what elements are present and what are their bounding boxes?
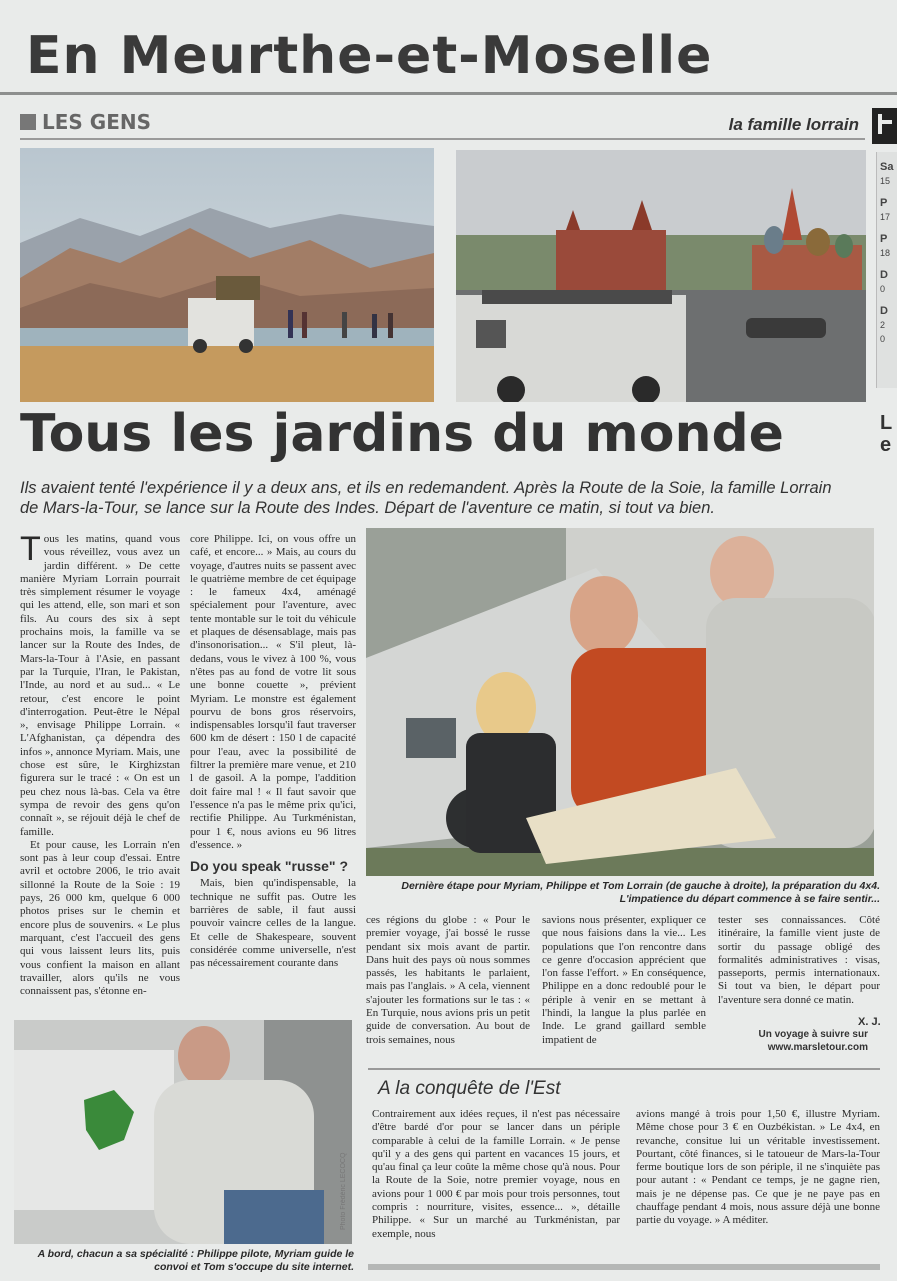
box-column-1: Contrairement aux idées reçues, il n'est pas nécessaire d'être bardé d'or pour se lancer dans un périple comparable à celui de la famille Lorrain. « Je pense qu'il y a des gens qui partent en vacances 15 jours, et qu'au final ça leur coûte la même chose qu'à nous. Pour la Route de la Soie, notre premier voyage, nous en avions pour 1 000 € par mois pour trois personnes, tout compris : nourriture, visites, essence... », détaille Philippe. « Sur un marché au Turkménistan, par exemple, nous — [372, 1108, 620, 1240]
sidebar-frag: P — [880, 197, 888, 209]
follow-link[interactable] — [718, 1028, 868, 1054]
follow-text: Un voyage à suivre sur — [758, 1029, 868, 1040]
sidebar-frag: 18 — [880, 248, 891, 258]
article-column-1 — [20, 533, 180, 1007]
article-title: Tous les jardins du monde — [20, 404, 784, 464]
col2-text-a: core Philippe. Ici, on vous offre un café, et encore... » Mais, au cours du voyage, d'autres nuits se passent avec le quatrième membre de cet équipage : le fameux 4x4, aménagé spécialement pour l'aventure, avec tente montable sur le toit du véhicule et plaques de désensablage, mais pas d'insonorisation... « S'il pleut, là-dedans, vous le vivez à 100 %, vous n'êtes pas au fond de votre lit sous une bonne couette », prévient Myriam. Le monstre est également pourvu de bons gros réservoirs, indispensables lorsqu'il faut traverser 600 km de désert : 150 l de capacité pour l'eau, avec la possibilité de filtrer la première mare venue, et 210 l de gasoil. A la pompe, l'addition doit faire mal ! « Il faut savoir que l'essence n'a pas le même prix qu'ici, rectifie Philippe. Au Turkménistan, pour 1 €, nous avions eu 96 litres d'essence. » — [190, 533, 356, 851]
main-photo-caption: Dernière étape pour Myriam, Philippe et Tom Lorrain (de gauche à droite), la préparation du 4x4. L'impatience du départ commence à se faire sentir... — [401, 880, 880, 905]
sidebar-frag: P — [880, 233, 888, 245]
dropcap: T — [20, 533, 41, 568]
article-column-2 — [190, 533, 356, 1007]
sidebar-frag: 0 — [880, 334, 886, 344]
photo-credit: Photo Frédéric LECOCQ — [340, 1152, 347, 1230]
sidebar-frag: 17 — [880, 212, 891, 222]
signature: X. J. — [858, 1016, 881, 1028]
photo-mountain-lake — [20, 148, 434, 402]
sidebar-title-l: L — [880, 412, 893, 434]
region-title: En Meurthe-et-Moselle — [26, 26, 713, 86]
box-column-2: avions mangé à trois pour 1,50 €, illustre Myriam. Même chose pour 3 € en Ouzbékistan. » Le 4x4, en revanche, consitue lui un véritable investissement. Pourtant, côté finances, si le tatoueur de Mars-la-Tour ferme boutique lors de son périple, il ne s'inquiète pas pour autant : « Pendant ce temps, je ne gagne rien, mais je ne dépense pas. Ce que je ne paye pas en chauffage pendant 4 mois, nous assure déjà une bonne partie du voyage. » A méditer. — [636, 1108, 880, 1227]
photo-red-square — [456, 150, 866, 402]
sidebar-frag: Sa — [880, 161, 894, 173]
col1-text-a: ous les matins, quand vous vous réveillez, vous avez un jardin différent. » De cette manière Myriam Lorrain pourrait très simplement résumer le voyage qui les attend, elle, son mari et son fils. Au cours des six à sept prochains mois, la famille va se lancer sur la Route des Indes, de Mars-la-Tour à l'Asie, en passant par la Turquie, l'Iran, le Pakistan, l'Inde, au nord et au sud... « Le retour, c'est encore le point d'interrogation. Peut-être le Népal », envisage Philippe Lorrain. « L'Afghanistan, ça dépendra des infos », annonce Myriam. Mais, une chose est sûre, le Kirghizstan figurera sur le tracé : « On est un peu chez nous là-bas. Cela va être sympa de revoir des gens qu'on connaît », se réjouit déjà le chef de famille. — [20, 533, 180, 838]
subhead-russe: Do you speak "russe" ? — [190, 858, 348, 875]
sidebar-frag: D — [880, 305, 888, 317]
box-title: A la conquête de l'Est — [378, 1078, 561, 1099]
sidebar-frag: 15 — [880, 176, 891, 186]
sidebar-title-frag — [880, 412, 892, 456]
article-column-4: savions nous présenter, expliquer ce que nous faisions dans la vie... Les populations que l'on rencontre dans ce genre d'occasion apprécient que l'on fasse l'effort. » En conséquence, Philippe en a donc redoublé pour le périple à venir en se mettant à l'hindi, la langue la plus parlée en Inde. Le grand gaillard semble impatient de — [542, 914, 706, 1046]
section-label — [20, 110, 151, 134]
sidebar-logo — [872, 108, 897, 144]
bottom-photo-caption: A bord, chacun a sa spécialité : Philippe pilote, Myriam guide le convoi et Tom s'occupe du site internet. — [37, 1248, 354, 1273]
photo-family-map — [366, 528, 874, 876]
box-bottom-rule — [368, 1264, 880, 1270]
box-top-rule — [368, 1068, 880, 1070]
follow-url[interactable]: www.marsletour.com — [767, 1042, 868, 1053]
col1-text-b: Et pour cause, les Lorrain n'en sont pas à leur coup d'essai. Entre avril et octobre 2006, le trio avait sillonné la Route de la Soie : 19 pays, 26 000 km, quelque 6 000 photos prises sur le chemin et encore plus de souvenirs. « Le plus marquant, c'est l'accueil des gens qui vous laissent leurs lits, puis vous confient la maison en allant travailler, alors qu'ils ne vous connaissent pas, s'étonne en- — [20, 838, 180, 998]
sidebar-frag: D — [880, 269, 888, 281]
sidebar-title-e: e — [880, 434, 892, 456]
family-label: la famille lorrain — [728, 115, 859, 134]
sidebar-schedule — [876, 152, 897, 388]
header-rule — [0, 92, 897, 95]
photo-tom-onboard — [14, 1020, 352, 1244]
section-rule — [20, 138, 865, 140]
article-lead: Ils avaient tenté l'expérience il y a deux ans, et ils en redemandent. Après la Route de la Soie, la famille Lorrain de Mars-la-Tour, se lance sur la Route des Indes. Départ de l'aventure ce matin, si tout va bien. — [20, 479, 832, 517]
article-column-3: ces régions du globe : « Pour le premier voyage, j'ai bossé le russe pendant six mois avant de partir. Dans huit des pays où nous sommes passés, les habitants le parlaient, mais pas l'anglais. » A cela, viennent s'ajouter les formations sur le tas : « En Turquie, nous avions pris un petit guide de conversation. Au bout de trois semaines, nous — [366, 914, 530, 1046]
col2-text-b: Mais, bien qu'indispensable, la technique ne suffit pas. Outre les barrières de sable, il faut aussi pouvoir vaincre celles de la langue. Et celle de Shakespeare, souvent considérée comme universelle, n'est pas nécessairement courante dans — [190, 877, 356, 970]
sidebar-frag: 0 — [880, 284, 886, 294]
section-square-icon — [20, 114, 36, 130]
article-column-5: tester ses connaissances. Côté itinéraire, la famille vient juste de sortir du passage obligé des formalités administratives : visas, passeports, permis internationaux. Si tout va bien, le départ pour l'aventure sera donné ce matin. — [718, 914, 880, 1006]
sidebar-frag: 2 — [880, 320, 886, 330]
section-name: LES GENS — [42, 110, 151, 134]
